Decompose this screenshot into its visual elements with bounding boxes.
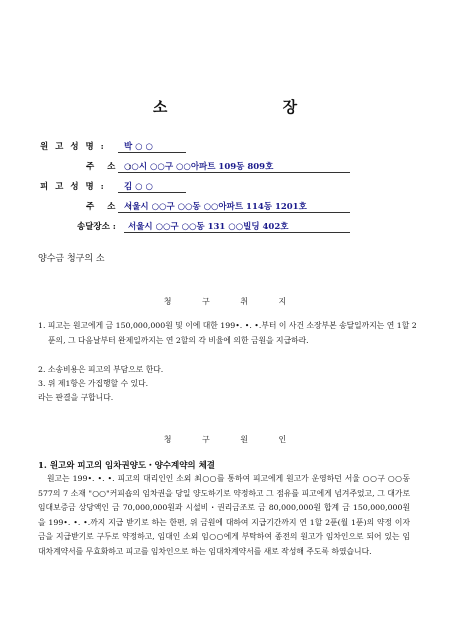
claim-item-2: 2. 소송비용은 피고의 부담으로 한다. <box>38 365 164 374</box>
plaintiff-name: 박 ○ ○ <box>124 142 153 152</box>
service-address-label: 송달장소 : <box>77 222 116 232</box>
case-name: 양수금 청구의 소 <box>38 254 105 264</box>
defendant-address-underline <box>118 212 350 213</box>
plaintiff-address-label: 주 소 : <box>86 162 132 172</box>
claim-purpose-heading: 청 구 취 지 <box>163 297 301 306</box>
defendant-address: 서울시 ○○구 ○○동 ○○아파트 114동 1201호 <box>124 202 307 212</box>
section-1-text: 원고는 199•. •. •. 피고의 대리인인 소외 최○○를 통하여 피고에게 원고가 운영하던 서울 ○○구 ○○동 577의 7 소재 "○○"커피숍의 임차권을 당일 양도하기로 약정하고 그 점유를 피고에게 넘겨주었고, 그 대가로 임대보증금 상당액인 금 70,000,000원과 시설비・권리금조로 금 80,000,000원 합계 금 150,000,000원을 199•. •. •.까지 지급 받기로 하는 한편, 위 금원에 대하여 지급기간까지 연 1할 2푼(월 1푼)의 약정 이자금을 지급받기로 구두로 약정하고, 임대인 소외 임○○에게 부탁하여 종전의 원고가 임차인으로 되어 있는 임대차계약서를 무효화하고 피고를 임차인으로 하는 임대차계약서를 새로 작성해 주도록 하였습니다. <box>38 474 410 556</box>
document-title: 소 장 <box>152 98 353 116</box>
plaintiff-name-label: 원 고 성 명 : <box>40 142 104 152</box>
defendant-name-label: 피 고 성 명 : <box>40 182 104 192</box>
plaintiff-address: ○○시 ○○구 ○○아파트 109동 809호 <box>124 162 274 172</box>
defendant-address-label: 주 소 : <box>86 202 132 212</box>
plaintiff-name-underline <box>118 152 186 153</box>
defendant-name: 김 ○ ○ <box>124 182 153 192</box>
service-address-underline <box>124 232 350 233</box>
service-address: 서울시 ○○구 ○○동 131 ○○빌딩 402호 <box>128 222 289 232</box>
claim-closing: 라는 판결을 구합니다. <box>38 393 114 402</box>
section-1-title: 1. 원고와 피고의 임차권양도・양수계약의 체결 <box>38 461 216 471</box>
defendant-name-underline <box>118 192 186 193</box>
plaintiff-address-underline <box>118 172 350 173</box>
claim-cause-heading: 청 구 원 인 <box>163 435 301 444</box>
claim-item-1: 1. 피고는 원고에게 금 150,000,000원 및 이에 대한 199•. •. •.부터 이 사건 소장부본 송달일까지는 연 1할 2푼의, 그 다음날부터 완제일까지는 연 2할의 각 비율에 의한 금원을 지급하라. <box>38 321 417 345</box>
claim-item-3: 3. 위 제1항은 가집행할 수 있다. <box>38 379 149 388</box>
